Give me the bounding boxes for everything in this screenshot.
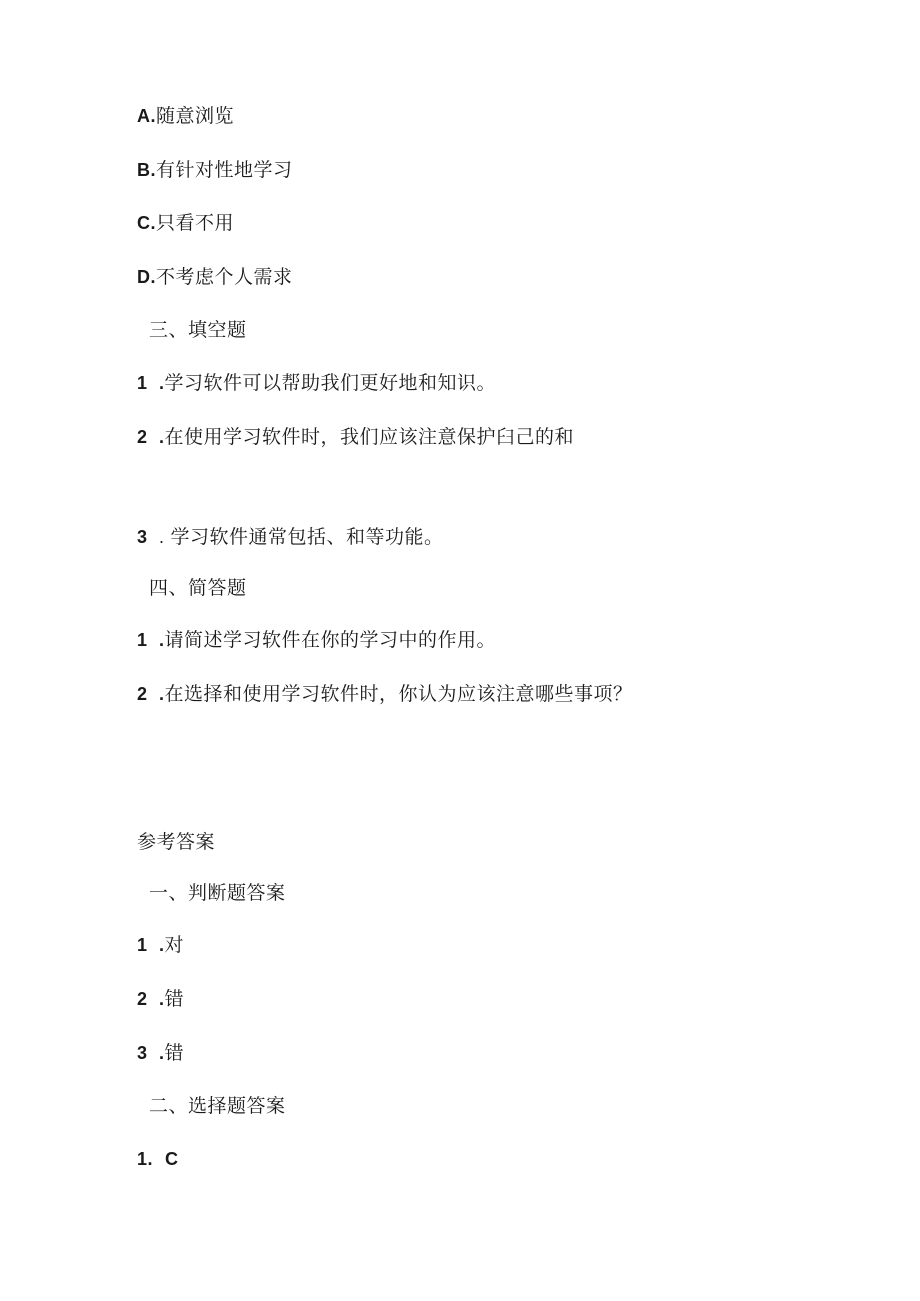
fill-blank-item-2 (137, 424, 574, 450)
item-dot: . (159, 527, 165, 547)
item-dot: . (159, 684, 165, 704)
item-text: 在使用学习软件时，我们应该注意保护臼己的和 (164, 426, 575, 448)
item-text: 在选择和使用学习软件时，你认为应该注意哪些事项？ (164, 683, 633, 705)
item-number: 3 (137, 527, 148, 547)
item-dot: . (159, 989, 165, 1009)
option-text: 不考虑个人需求 (156, 266, 293, 288)
item-number: 3 (137, 1043, 148, 1063)
short-answer-item-1 (137, 627, 496, 653)
choice-answer-1 (137, 1146, 179, 1172)
item-text: 对 (164, 934, 185, 956)
option-text: 只看不用 (156, 212, 235, 234)
option-marker: C. (137, 213, 156, 233)
short-answer-item-2 (137, 681, 633, 707)
item-number: 2 (137, 684, 148, 704)
item-dot: . (159, 427, 165, 447)
item-number: 1. (137, 1149, 154, 1169)
option-marker: D. (137, 267, 156, 287)
item-number: 2 (137, 989, 148, 1009)
item-dot: . (159, 630, 165, 650)
option-text: 有针对性地学习 (156, 159, 293, 181)
section-heading-choice-answers: 二、选择题答案 (149, 1095, 286, 1117)
item-number: 1 (137, 373, 148, 393)
item-number: 2 (137, 427, 148, 447)
item-text: 学习软件通常包括、和等功能。 (170, 526, 444, 548)
option-marker: B. (137, 160, 156, 180)
option-marker: A. (137, 106, 156, 126)
option-text: 随意浏览 (156, 105, 235, 127)
section-heading-fill-blank: 三、填空题 (149, 319, 247, 341)
item-text: C (165, 1149, 179, 1169)
item-text: 学习软件可以帮助我们更好地和知识。 (164, 372, 497, 394)
item-dot: . (159, 373, 165, 393)
section-heading-short-answer: 四、简答题 (149, 577, 247, 599)
judgement-answer-3 (137, 1040, 184, 1066)
item-text: 错 (164, 1042, 185, 1064)
fill-blank-item-3 (137, 524, 444, 550)
section-heading-judgement-answers: 一、判断题答案 (149, 882, 286, 904)
option-d (137, 264, 293, 290)
item-dot: . (159, 1043, 165, 1063)
option-c (137, 210, 234, 236)
judgement-answer-2 (137, 986, 184, 1012)
item-number: 1 (137, 935, 148, 955)
judgement-answer-1 (137, 932, 184, 958)
item-number: 1 (137, 630, 148, 650)
option-a (137, 103, 234, 129)
item-text: 错 (164, 988, 185, 1010)
item-dot: . (159, 935, 165, 955)
item-text: 请简述学习软件在你的学习中的作用。 (164, 629, 497, 651)
fill-blank-item-1 (137, 370, 496, 396)
answers-title: 参考答案 (137, 831, 216, 853)
option-b (137, 157, 293, 183)
